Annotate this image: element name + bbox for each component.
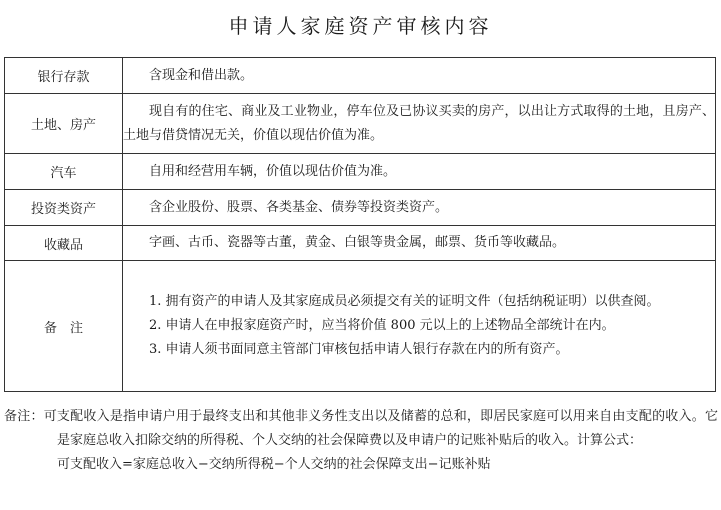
row-text: 自用和经营用车辆，价值以现估价值为准。 <box>149 163 397 179</box>
row-text: 现自有的住宅、商业及工业物业，停车位及已协议买卖的房产，以出让方式取得的土地，且房产、土地与借贷情况无关，价值以现估价值为准。 <box>123 103 715 143</box>
table-row <box>5 94 716 154</box>
footnote-body <box>4 405 718 453</box>
row-content <box>123 190 716 226</box>
footnote <box>4 405 718 477</box>
row-label: 银行存款 <box>5 58 123 94</box>
remark-item-2: 2. 申请人在申报家庭资产时，应当将价值 800 元以上的上述物品全部统计在内。 <box>149 318 615 333</box>
asset-review-table <box>4 57 716 392</box>
table-row <box>5 190 716 226</box>
page-title: 申请人家庭资产审核内容 <box>228 14 493 38</box>
row-content <box>123 58 716 94</box>
row-content <box>123 154 716 190</box>
row-label: 收藏品 <box>5 226 123 261</box>
row-text: 含企业股份、股票、各类基金、债券等投资类资产。 <box>149 199 449 215</box>
row-label: 汽车 <box>5 154 123 190</box>
table-row <box>5 261 716 392</box>
table-row <box>5 154 716 190</box>
remark-item-1: 1. 拥有资产的申请人及其家庭成员必须提交有关的证明文件（包括纳税证明）以供查阅。 <box>149 294 660 309</box>
footnote-formula: 可支配收入=家庭总收入−交纳所得税−个人交纳的社会保障支出−记账补贴 <box>57 457 491 472</box>
row-text: 含现金和借出款。 <box>149 67 254 83</box>
remark-item-3: 3. 申请人须书面同意主管部门审核包括申请人银行存款在内的所有资产。 <box>149 342 569 357</box>
row-content <box>123 226 716 261</box>
row-label: 投资类资产 <box>5 190 123 226</box>
row-content <box>123 94 716 154</box>
footnote-text: 可支配收入是指申请户用于最终支出和其他非义务性支出以及储蓄的总和，即居民家庭可以用来自由支配的收入。它是家庭总收入扣除交纳的所得税、个人交纳的社会保障费以及申请户的记账补贴后的收入。计算公式： <box>43 409 718 448</box>
footnote-prefix: 备注： <box>4 409 44 424</box>
row-label: 备 注 <box>5 261 123 392</box>
row-label: 土地、房产 <box>5 94 123 154</box>
table-row <box>5 58 716 94</box>
row-text: 字画、古币、瓷器等古董，黄金、白银等贵金属，邮票、货币等收藏品。 <box>149 235 566 250</box>
row-content <box>123 261 716 392</box>
table-row <box>5 226 716 261</box>
